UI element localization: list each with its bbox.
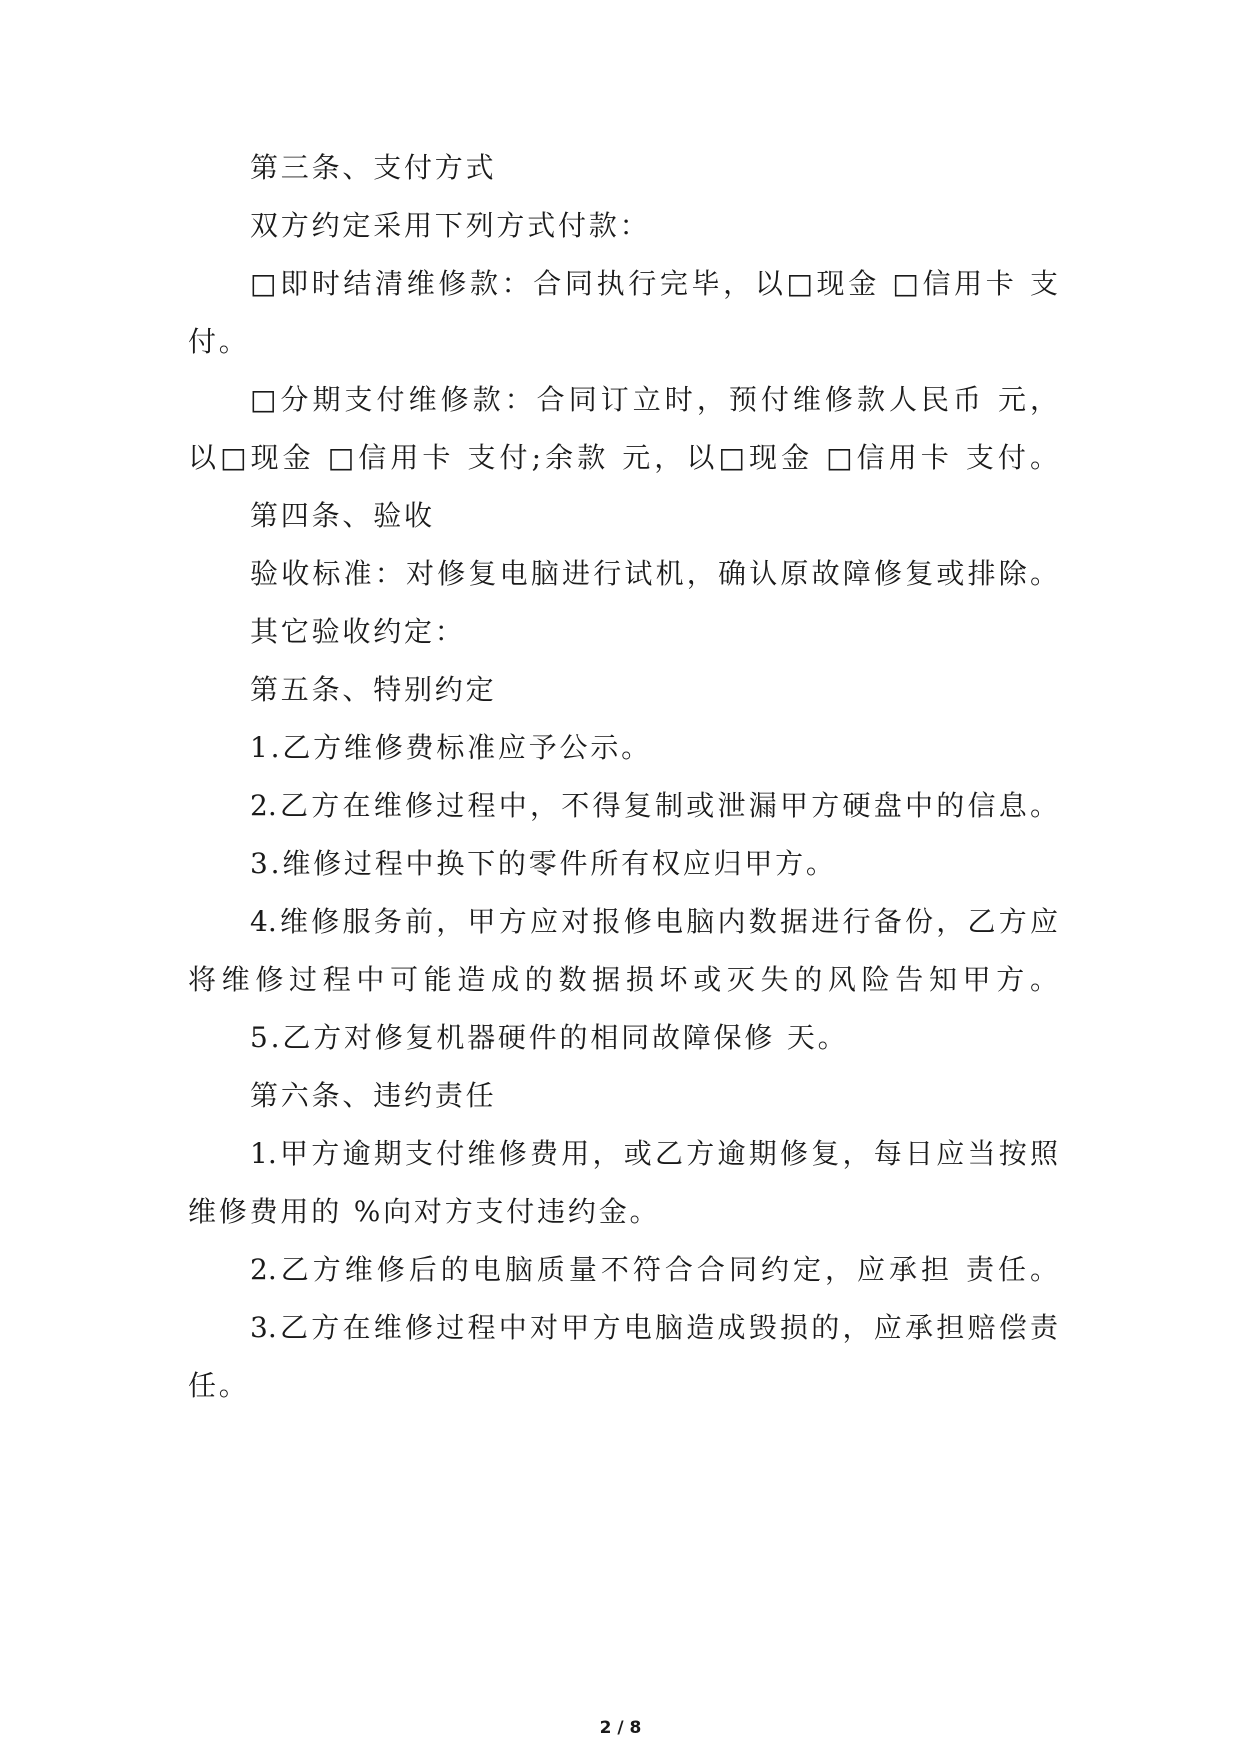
paragraph-line: 双方约定采用下列方式付款： [250, 209, 651, 242]
paragraph-line: 维修费用的 %向对方支付违约金。 [188, 1195, 661, 1228]
paragraph-line: 验收标准：对修复电脑进行试机，确认原故障修复或排除。 [250, 557, 1058, 590]
list-item: 5.乙方对修复机器硬件的相同故障保修 天。 [250, 1021, 849, 1054]
page-number: 2 / 8 [599, 1718, 642, 1738]
list-item: 1.乙方维修费标准应予公示。 [250, 731, 652, 764]
list-item: 2.乙方维修后的电脑质量不符合合同约定，应承担 责任。 [250, 1253, 1058, 1286]
section-heading-special-terms: 第五条、特别约定 [250, 673, 497, 706]
section-heading-acceptance: 第四条、验收 [250, 499, 435, 532]
paragraph-line: 付。 [188, 325, 250, 358]
list-item: 2.乙方在维修过程中，不得复制或泄漏甲方硬盘中的信息。 [250, 789, 1058, 822]
paragraph-line: 其它验收约定： [250, 615, 466, 648]
paragraph-line: 任。 [188, 1369, 250, 1402]
paragraph-line: □即时结清维修款：合同执行完毕，以□现金 □信用卡 支 [250, 267, 1058, 300]
section-heading-payment: 第三条、支付方式 [250, 151, 497, 184]
section-heading-breach-liability: 第六条、违约责任 [250, 1079, 497, 1112]
list-item: 1.甲方逾期支付维修费用，或乙方逾期修复，每日应当按照 [250, 1137, 1058, 1170]
paragraph-line: 将维修过程中可能造成的数据损坏或灭失的风险告知甲方。 [188, 963, 1058, 996]
list-item: 3.维修过程中换下的零件所有权应归甲方。 [250, 847, 837, 880]
list-item: 4.维修服务前，甲方应对报修电脑内数据进行备份，乙方应 [250, 905, 1058, 938]
list-item: 3.乙方在维修过程中对甲方电脑造成毁损的，应承担赔偿责 [250, 1311, 1058, 1344]
paragraph-line: 以□现金 □信用卡 支付;余款 元，以□现金 □信用卡 支付。 [188, 441, 1058, 474]
paragraph-line: □分期支付维修款：合同订立时，预付维修款人民币 元， [250, 383, 1058, 416]
